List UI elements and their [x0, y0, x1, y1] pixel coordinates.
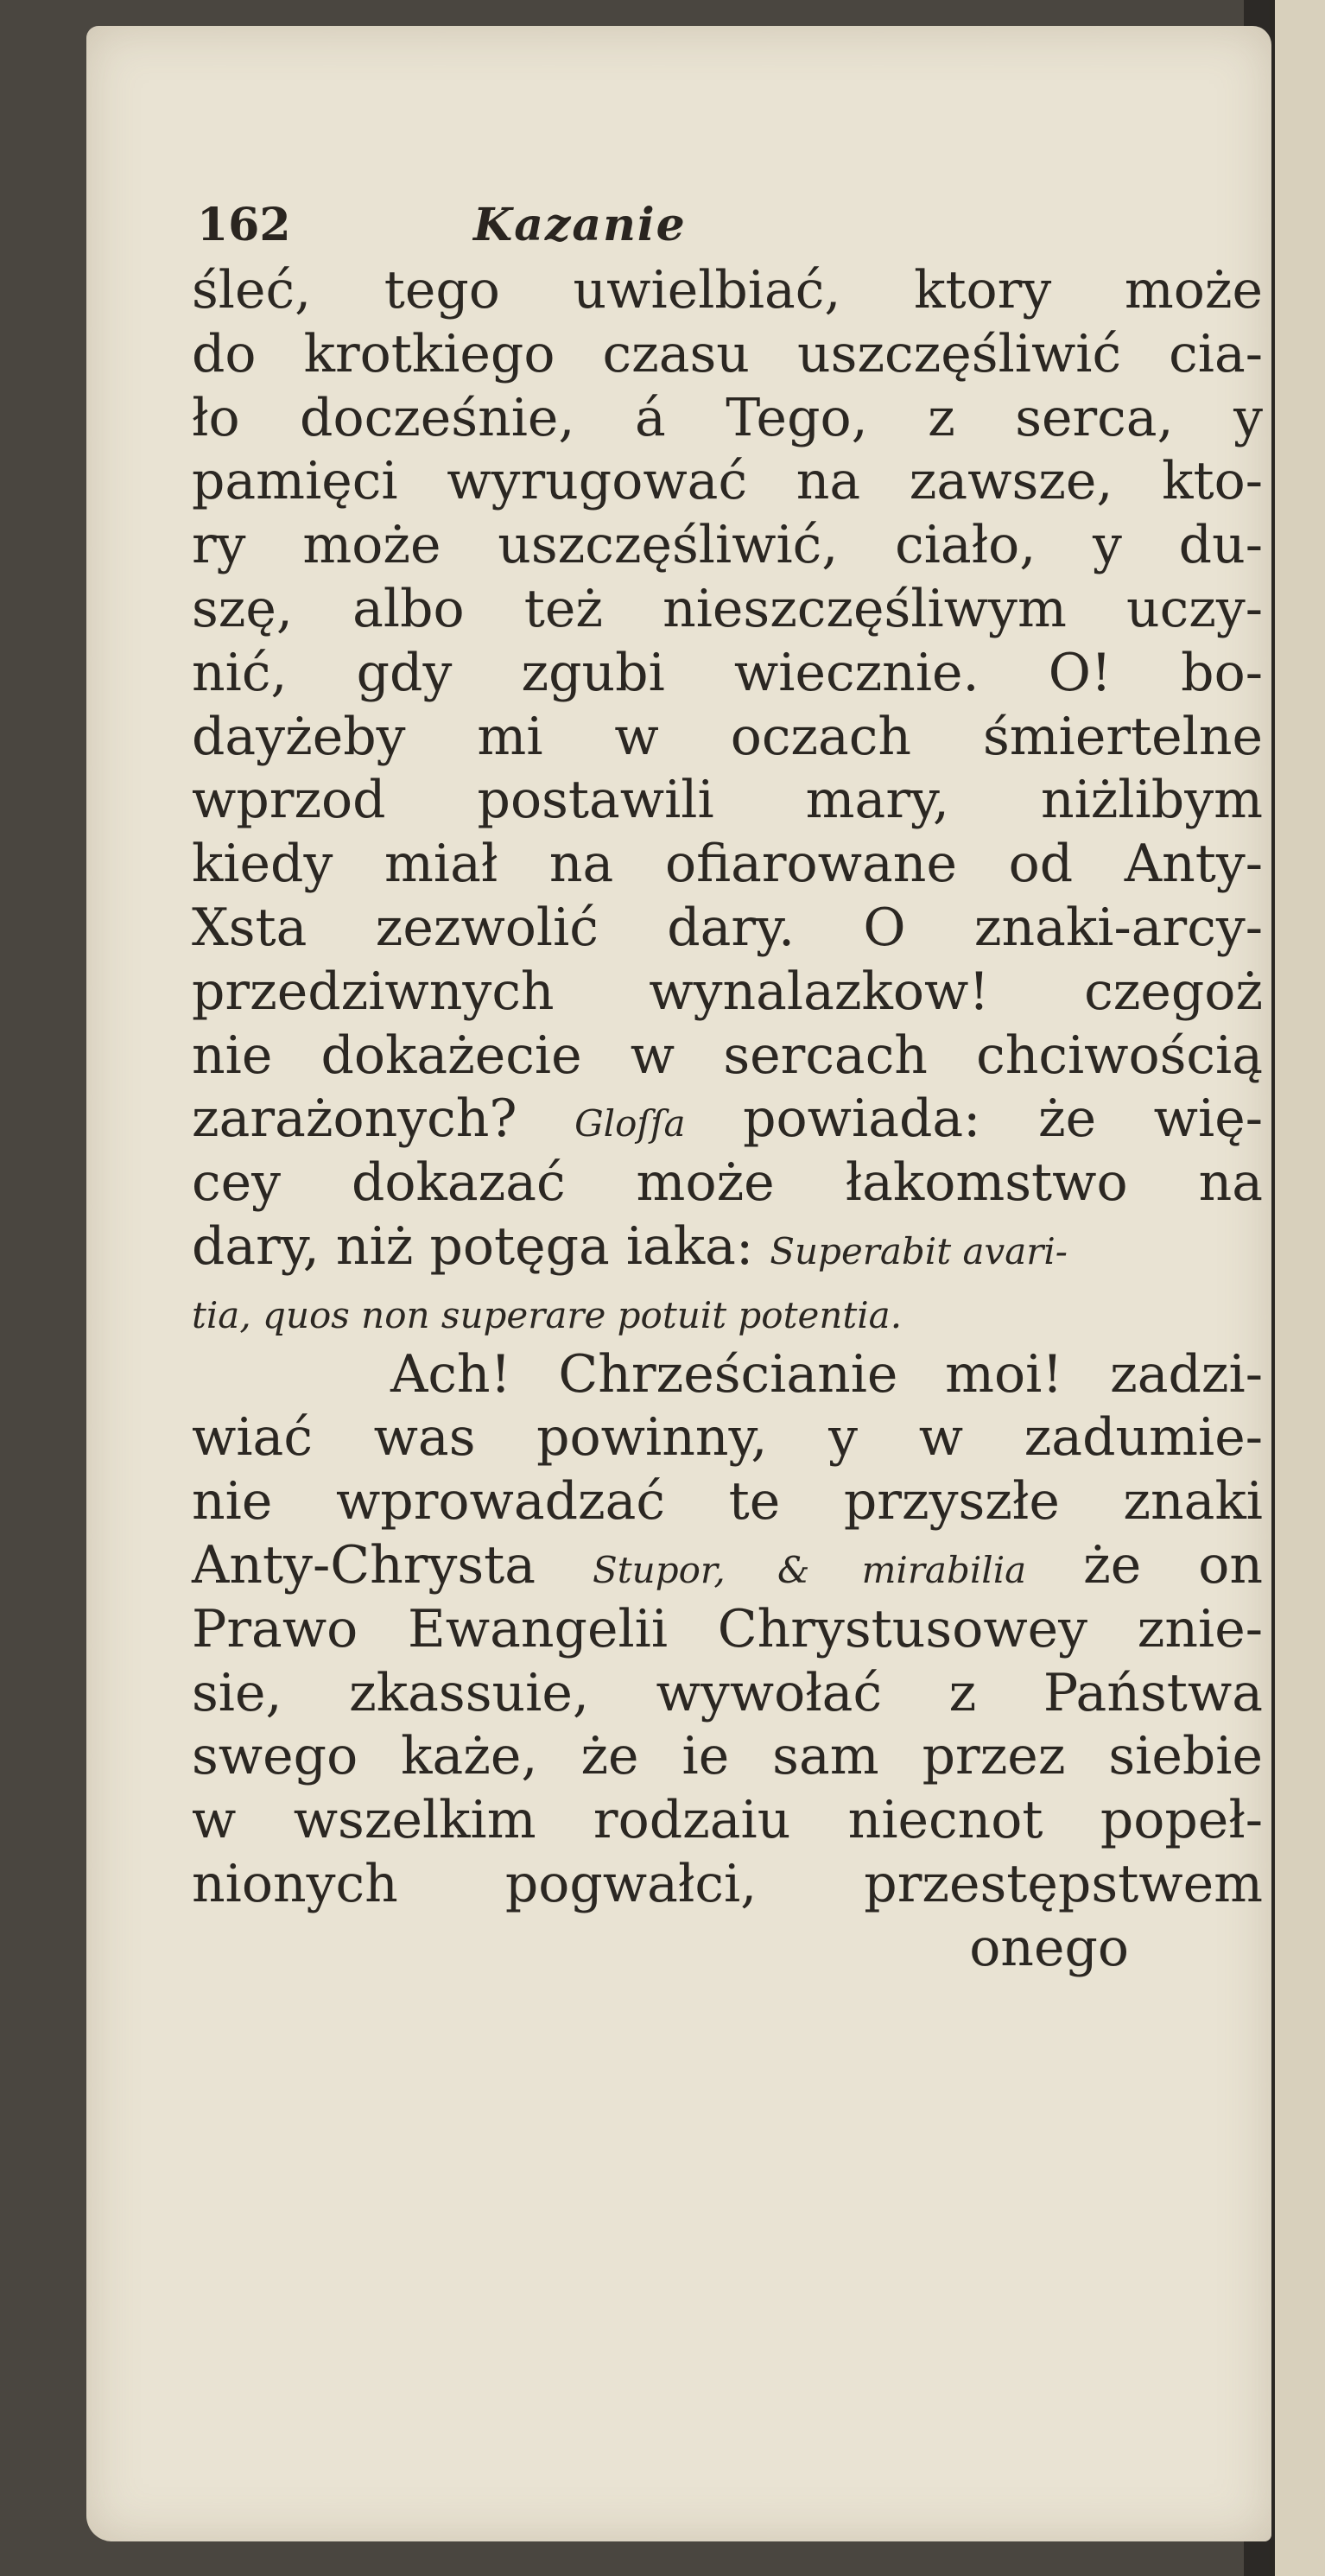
text-line: wiać was powinny, y w zadumie- — [192, 1407, 1263, 1469]
text-segment: zarażonych? — [192, 1088, 517, 1150]
latin-quote: Superabit avari- — [770, 1229, 1068, 1272]
catchword: onego — [969, 1917, 1129, 1978]
text-line — [192, 1215, 1263, 1279]
text-line: ry może uszczęśliwić, ciało, y du- — [192, 515, 1263, 576]
text-segment: powiada: że wię- — [685, 1088, 1263, 1150]
page-header — [197, 199, 888, 259]
text-line: cey dokazać może łakomstwo na — [192, 1152, 1263, 1214]
text-line: Ach! Chrześcianie moi! zadzi- — [390, 1343, 1263, 1405]
text-line — [192, 1279, 1263, 1343]
text-segment: dary, niż potęga iaka: — [192, 1215, 770, 1277]
text-line — [192, 1088, 1263, 1152]
text-line: sie, zkassuie, wywołać z Państwa — [192, 1662, 1263, 1723]
text-line: szę, albo też nieszczęśliwym uczy- — [192, 578, 1263, 639]
text-line: wprzod postawili mary, niżlibym — [192, 770, 1263, 831]
body-text — [192, 259, 1263, 1981]
text-line: przedziwnych wynalazkow! czegoż — [192, 961, 1263, 1022]
text-line: Prawo Ewangelii Chrystusowey znie- — [192, 1598, 1263, 1659]
text-segment: Anty-Chrysta — [192, 1534, 593, 1596]
text-line: nionych pogwałci, przestępstwem — [192, 1853, 1263, 1914]
text-segment: że on — [1026, 1534, 1263, 1596]
gloss-word: Gloſſa — [574, 1102, 686, 1145]
text-line: nie wprowadzać te przyszłe znaki — [192, 1471, 1263, 1532]
adjacent-page-edge — [1270, 0, 1325, 2576]
running-head: Kazanie — [473, 199, 687, 251]
latin-quote: tia, quos non superare potuit potentia. — [192, 1293, 903, 1336]
page-number: 162 — [197, 199, 291, 251]
text-line: śleć, tego uwielbiać, ktory może — [192, 260, 1263, 320]
text-line: swego każe, że ie sam przez siebie — [192, 1726, 1263, 1787]
text-line: w wszelkim rodzaiu niecnot popeł- — [192, 1790, 1263, 1851]
text-line: ło docześnie, á Tego, z serca, y — [192, 387, 1263, 448]
latin-quote: Stupor, & mirabilia — [593, 1548, 1027, 1591]
text-line — [192, 1534, 1263, 1598]
text-line: kiedy miał na ofiarowane od Anty- — [192, 834, 1263, 895]
text-line: nić, gdy zgubi wiecznie. O! bo- — [192, 642, 1263, 703]
text-line: do krotkiego czasu uszczęśliwić cia- — [192, 323, 1263, 384]
text-line: pamięci wyrugować na zawsze, kto- — [192, 451, 1263, 512]
text-line: Xsta zezwolić dary. O znaki-arcy- — [192, 897, 1263, 958]
text-line: nie dokażecie w sercach chciwością — [192, 1025, 1263, 1086]
text-line: dayżeby mi w oczach śmiertelne — [192, 706, 1263, 767]
